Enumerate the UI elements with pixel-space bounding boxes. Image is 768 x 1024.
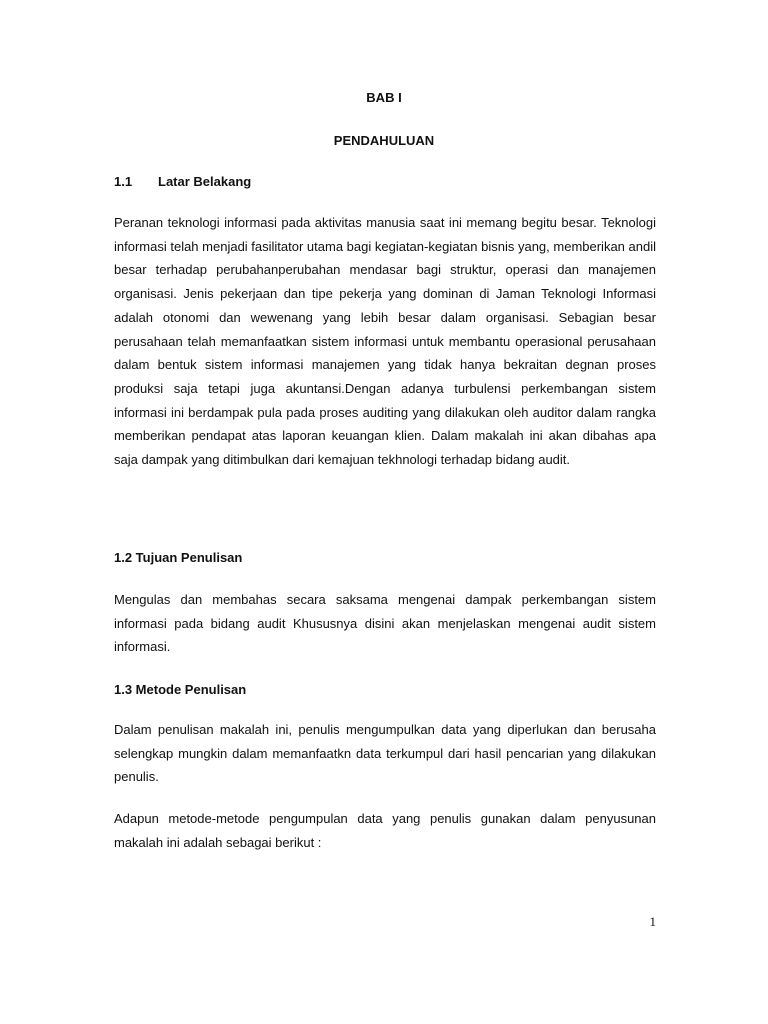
chapter-label: BAB I: [366, 90, 402, 105]
paragraph-metode-penulisan-2: Adapun metode-metode pengumpulan data yang penulis gunakan dalam penyusunan makalah ini adalah sebagai berikut :: [114, 811, 656, 850]
chapter-title: PENDAHULUAN: [333, 133, 435, 148]
paragraph-latar-belakang: Peranan teknologi informasi pada aktivitas manusia saat ini memang begitu besar. Teknologi informasi telah menjadi fasilitator utama bagi kegiatan-kegiatan bisnis yang, memberikan andil besar terhadap perubahanperubahan mendasar bagi struktur, operasi dan manajemen organisasi. Jenis pekerjaan dan tipe pekerja yang dominan di Jaman Teknologi Informasi adalah otonomi dan wewenang yang lebih besar dalam organisasi. Sebagian besar perusahaan telah memanfaatkan sistem informasi untuk membantu operasional perusahaan dalam bentuk sistem informasi manajemen yang tidak hanya bekraitan degnan proses produksi saja tetapi juga akuntansi.Dengan adanya turbulensi perkembangan sistem informasi ini berdampak pula pada proses auditing yang dilakukan oleh auditor dalam rangka memberikan pendapat atas laporan keuangan klien. Dalam makalah ini akan dibahas apa saja dampak yang ditimbulkan dari kemajuan tekhnologi terhadap bidang audit.: [114, 215, 656, 468]
section-heading-tujuan-penulisan: 1.2 Tujuan Penulisan: [114, 550, 243, 565]
paragraph-tujuan-penulisan: Mengulas dan membahas secara saksama mengenai dampak perkembangan sistem informasi pada bidang audit Khususnya disini akan menjelaskan mengenai audit sistem informasi.: [114, 592, 656, 655]
section-heading-latar-belakang: [114, 174, 251, 189]
page-number: 1: [649, 914, 656, 929]
section-heading-metode-penulisan: 1.3 Metode Penulisan: [114, 682, 247, 697]
paragraph-metode-penulisan-1: Dalam penulisan makalah ini, penulis mengumpulkan data yang diperlukan dan berusaha selengkap mungkin dalam memanfaatkn data terkumpul dari hasil pencarian yang dilakukan penulis.: [114, 722, 656, 785]
section-number: 1.1: [114, 174, 133, 189]
section-title: Latar Belakang: [158, 174, 252, 189]
